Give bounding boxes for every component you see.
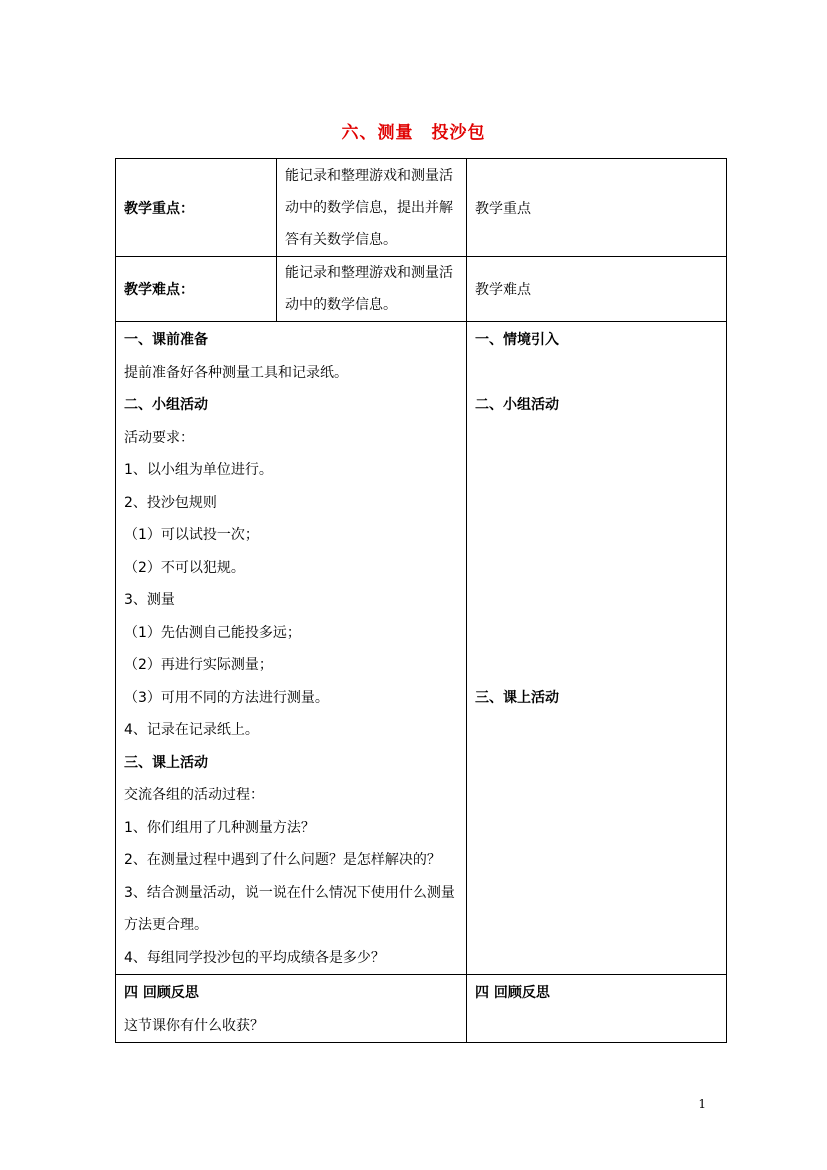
process-line: 交流各组的活动过程： [124, 787, 264, 803]
process-line: （2）再进行实际测量； [124, 657, 273, 673]
process-line: 提前准备好各种测量工具和记录纸。 [124, 364, 348, 381]
key-point-side: 教学重点 [467, 159, 727, 257]
process-side-cell [467, 322, 727, 975]
reflection-row [116, 975, 727, 1043]
process-cell [116, 322, 467, 975]
side-heading: 三、课上活动 [475, 689, 559, 706]
process-line: （2）不可以犯规。 [124, 559, 245, 576]
key-point-content: 能记录和整理游戏和测量活动中的数学信息，提出并解答有关数学信息。 [277, 159, 467, 257]
section-heading: 二、小组活动 [124, 397, 208, 413]
reflection-side-cell [467, 975, 727, 1043]
process-line: 1、你们组用了几种测量方法？ [124, 819, 315, 836]
lesson-plan-table [115, 158, 727, 1043]
process-line: 1、以小组为单位进行。 [124, 462, 273, 478]
difficult-point-content: 能记录和整理游戏和测量活动中的数学信息。 [277, 257, 467, 322]
side-heading: 一、情境引入 [475, 332, 559, 348]
process-line: （1）先估测自己能投多远； [124, 624, 301, 641]
key-point-label: 教学重点： [116, 159, 277, 257]
reflection-heading: 四 回顾反思 [124, 985, 199, 1001]
side-heading: 二、小组活动 [475, 397, 559, 413]
process-line: 4、记录在记录纸上。 [124, 722, 259, 738]
reflection-side: 四 回顾反思 [475, 985, 550, 1001]
process-line: 3、结合测量活动，说一说在什么情况下使用什么测量 [124, 884, 455, 901]
section-heading: 三、课上活动 [124, 754, 208, 771]
page-title: 六、测量 投沙包 [341, 123, 486, 143]
process-row [116, 322, 727, 975]
difficult-point-label: 教学难点： [116, 257, 277, 322]
process-line: （1）可以试投一次； [124, 527, 259, 543]
process-line: 2、在测量过程中遇到了什么问题？是怎样解决的？ [124, 852, 441, 868]
difficult-point-row [116, 257, 727, 322]
section-heading: 一、课前准备 [124, 332, 208, 348]
process-line: 4、每组同学投沙包的平均成绩各是多少？ [124, 949, 385, 966]
process-line: 3、测量 [124, 592, 175, 608]
reflection-cell [116, 975, 467, 1043]
key-point-row [116, 159, 727, 257]
process-line: 活动要求： [124, 429, 194, 446]
process-line: 方法更合理。 [124, 917, 208, 933]
process-line: 2、投沙包规则 [124, 494, 217, 511]
difficult-point-side: 教学难点 [467, 257, 727, 322]
reflection-question: 这节课你有什么收获？ [124, 1017, 264, 1034]
process-line: （3）可用不同的方法进行测量。 [124, 689, 329, 706]
page-number: 1 [698, 1097, 706, 1111]
